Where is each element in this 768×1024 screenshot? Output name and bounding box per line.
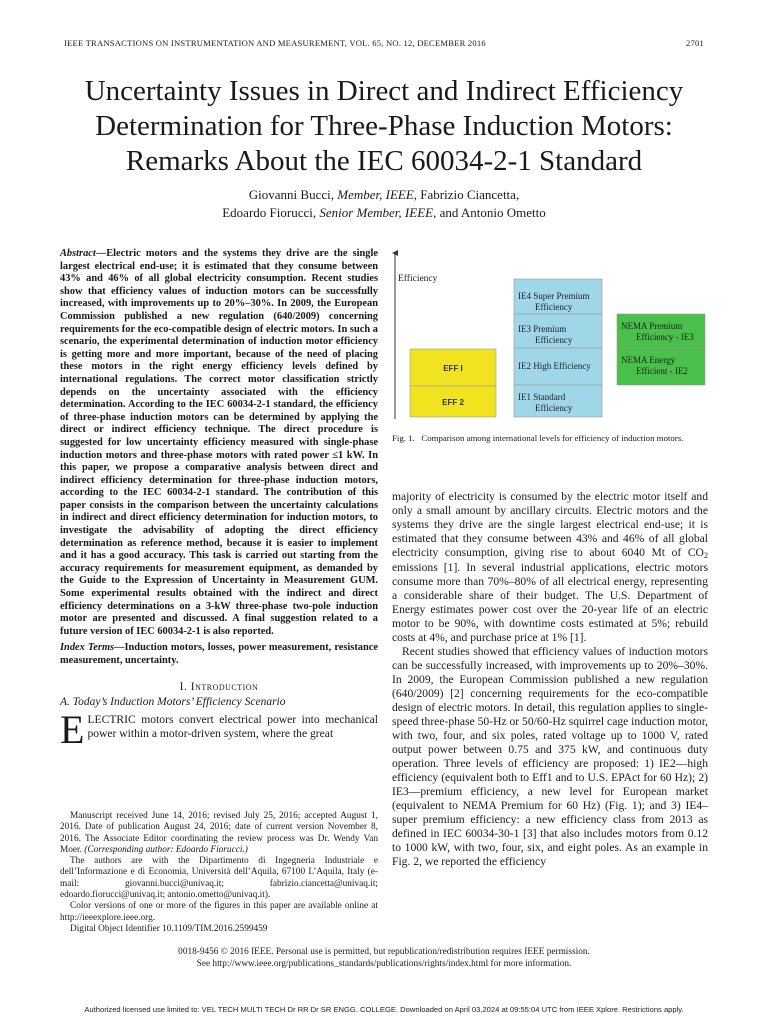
journal-citation: IEEE TRANSACTIONS ON INSTRUMENTATION AND MEASUREMENT, VOL. 65, NO. 12, DECEMBER 2016: [64, 38, 486, 48]
abstract: Abstract—Electric motors and the systems they drive are the single largest electrical end-use; it is estimated that they consume between 43% and 46% of all global electricity consumption. Recent studies show that efficiency values of induction motors can be successfully increased, with improvements up to 20%–30%. In 2009, the European Commission published a new regulation (640/2009) concerning requirements for the eco-compatible design of electric motors. In such a scenario, the experimental determination of induction motor efficiency is getting more and more important, because of the need of placing these motors in the right energy efficiency levels defined by international regulations. The correct motor classification strictly depends on the uncertainty associated with the efficiency determination. According to the IEC 60034-2-1 standard, the efficiency of three-phase induction motors can be determined by applying the direct or indirect efficiency technique. The direct procedure is suggested for low uncertainty efficiency measured with single-phase induction motors and three-phase motors with rated power ≤1 kW. In this paper, we propose a comparative analysis between direct and indirect efficiency determination for three-phase induction motors, according to the IEC 60034-2-1 standard. The contribution of this paper consists in the comparison between the uncertainty calculations in indirect and direct efficiency determination for induction motors, to investigate the advisability of adopting the direct efficiency determination as reference method, because it is easier to implement and it has a good accuracy. This task is carried out starting from the accuracy requirements for measurement equipment, as demanded by the Guide to the Expression of Uncertainty in Measurement GUM. Some experimental results obtained with the indirect and direct efficiency determinations on a 3-kW three-phase two-pole induction motor are presented and discussed. A final suggestion related to a future version of IEC 60034-2-1 is also reported.: [60, 248, 378, 637]
abstract-label: Abstract: [60, 248, 96, 259]
authorized-use-notice: Authorized licensed use limited to: VEL TECH MULTI TECH Dr RR Dr SR ENGG. COLLEGE. Downloaded on April 03,2024 at 09:55:04 UTC from IEEE Xplore. Restrictions apply.: [84, 1005, 684, 1014]
copyright-line: 0018-9456 © 2016 IEEE. Personal use is permitted, but republication/redistribution requires IEEE permission.: [178, 947, 590, 957]
section-heading: I. Introduction: [179, 680, 259, 693]
footnote: [60, 811, 378, 935]
footnote-affiliation: The authors are with the Dipartimento di Ingegneria Industriale e dell’Informazione e di Economia, Università dell’Aquila, 67100 L’Aquila, Italy (e-mail: giovanni.bucci@univaq.it; fabrizio.ciancetta@univaq.it; edoardo.fiorucci@univaq.it; antonio.ometto@univaq.it).: [60, 856, 378, 901]
copyright-notice: [60, 947, 708, 970]
footnote-color: Color versions of one or more of the figures in this paper are available online at http://ieeexplore.ieee.org.: [60, 901, 378, 923]
right-column: [392, 490, 708, 869]
footnote-doi: Digital Object Identifier 10.1109/TIM.2016.2599459: [70, 923, 268, 934]
intro-paragraph: [60, 706, 378, 752]
copyright-line: See http://www.ieee.org/publications_standards/publications/rights/index.html for more information.: [196, 958, 572, 969]
intro-text: motors convert electrical power into mechanical power within a motor-driven system, where the great: [87, 712, 378, 740]
ie4-label: IE4 Super Premium Efficiency: [518, 291, 590, 312]
index-terms-label: Index Terms: [60, 642, 115, 654]
intro-first-word: LECTRIC: [87, 712, 136, 726]
nema-premium-label: NEMA Premium Efficiency - IE3: [621, 321, 694, 342]
efficiency-levels-diagram: [392, 247, 708, 427]
axis-label: Efficiency: [398, 274, 438, 284]
ie3-label: IE3 Premium Efficiency: [518, 324, 573, 345]
title-line: Uncertainty Issues in Direct and Indirect Efficiency: [84, 75, 684, 107]
body-paragraph: Recent studies showed that efficiency values of induction motors can be successfully increased, with improvements up to 20%–30%. In 2009, the European Commission published a new regulation (640/2009) [2] concerning requirements for the eco-compatible design of electric motors. In detail, this regulation applies to single-speed three-phase 50-Hz or 50/60-Hz squirrel cage induction motor, with two, four, and six poles, rated voltage up to 1000 V, rated output power between 0.75 and 375 kW, and continuous duty operation. Three levels of efficiency are proposed: 1) IE2—high efficiency (equivalent both to Eff1 and to U.S. EPAct for 60 Hz); 2) IE3—premium efficiency, a new level for European market (equivalent to NEMA Premium for 60 Hz) (Fig. 1); and 3) IE4–super premium efficiency: a new efficiency class from 2013 as defined in IEC 60034-30-1 [3] that also includes motors from 0.12 to 1000 kW, with two, four, six, and eight poles. As an example in Fig. 2, we reported the efficiency: [392, 645, 709, 869]
figure-1: [392, 247, 708, 427]
footnote-dates: Manuscript received June 14, 2016; revised July 25, 2016; accepted August 1, 2016. Date of publication August 24, 2016; date of current version November 8, 2016. The Associate Editor coordinating the review process was Dr. Wendy Van Moer. (Corresponding author: Edoardo Fiorucci.): [60, 811, 378, 855]
author-line: Edoardo Fiorucci, Senior Member, IEEE, and Antonio Ometto: [222, 205, 546, 220]
ie2-label: IE2 High Efficiency: [518, 361, 591, 371]
paper-title: [40, 74, 728, 179]
subsection-heading: A. Today’s Induction Motors’ Efficiency Scenario: [60, 696, 286, 709]
title-line: Determination for Three-Phase Induction Motors:: [95, 110, 673, 142]
running-header: [64, 38, 704, 50]
caption-text: Comparison among international levels for efficiency of induction motors.: [421, 433, 684, 443]
corresponding-author: (Corresponding author: Edoardo Fiorucci.): [84, 844, 248, 855]
index-terms: Index Terms—Induction motors, losses, power measurement, resistance measurement, uncertainty.: [60, 642, 378, 666]
page-number: 2701: [686, 38, 704, 48]
author-list: [40, 186, 728, 222]
title-line: Remarks About the IEC 60034-2-1 Standard: [125, 145, 643, 177]
nema-energy-label: NEMA Energy Efficient - IE2: [621, 355, 688, 376]
ie1-label: IE1 Standard Efficiency: [518, 392, 573, 413]
dropcap: E: [60, 706, 85, 752]
caption-label: Fig. 1.: [392, 433, 415, 443]
nema-premium-box: [617, 314, 705, 348]
index-terms-text: Induction motors, losses, power measurement, resistance measurement, uncertainty.: [60, 642, 378, 666]
figure-1-caption: [392, 433, 708, 444]
eff2-label: EFF 2: [442, 398, 464, 407]
author-line: Giovanni Bucci, Member, IEEE, Fabrizio Ciancetta,: [248, 187, 520, 202]
abstract-text: Electric motors and the systems they drive are the single largest electrical end-use; it is estimated that they consume between 43% and 46% of all global electricity consumption. Recent studies show that efficiency values of induction motors can be successfully increased, with improvements up to 20%–30%. In 2009, the European Commission published a new regulation (640/2009) concerning requirements for the eco-compatible design of electric motors. In such a scenario, the experimental determination of induction motor efficiency is getting more and more important, because of the need of placing these motors in the right energy efficiency levels defined by international regulations. The correct motor classification strictly depends on the uncertainty associated with the efficiency determination. According to the IEC 60034-2-1 standard, the efficiency of three-phase induction motors can be determined by applying the direct or indirect efficiency technique. The direct procedure is suggested for low uncertainty efficiency measured with single-phase induction motors and three-phase motors with rated power ≤1 kW. In this paper, we propose a comparative analysis between direct and indirect efficiency determination for three-phase induction motors, according to the IEC 60034-2-1 standard. The contribution of this paper consists in the comparison between the uncertainty calculations in indirect and direct efficiency determination for induction motors, to investigate the advisability of adopting the direct efficiency determination as reference method, because it is easier to implement and it has a good accuracy. This task is carried out starting from the accuracy requirements for measurement equipment, as demanded by the Guide to the Expression of Uncertainty in Measurement GUM. Some experimental results obtained with the indirect and direct efficiency determinations on a 3-kW three-phase two-pole induction motor are presented and discussed. A final suggestion related to a future version of IEC 60034-2-1 is also reported.: [60, 248, 378, 637]
body-paragraph: majority of electricity is consumed by the electric motor itself and only a small amount by ancillary circuits. Electric motors and the systems they drive are the single largest electrical end-use; it is estimated that they consume between 43% and 46% of all global electricity consumption, giving rise to about 6040 Mt of $CO_2$ emissions [1]. In several industrial applications, electric motors consume more than 70%–80% of all electrical energy, representing a considerable share of their budget. The U.S. Department of Energy estimates power cost over the 20-year life of an electric motor to be 90%, with downtime costs estimated at 5%; rebuild costs at 4%, and purchase price at 1% [1].: [392, 490, 708, 645]
eff1-label: EFF I: [443, 364, 463, 373]
left-column: [60, 248, 378, 752]
